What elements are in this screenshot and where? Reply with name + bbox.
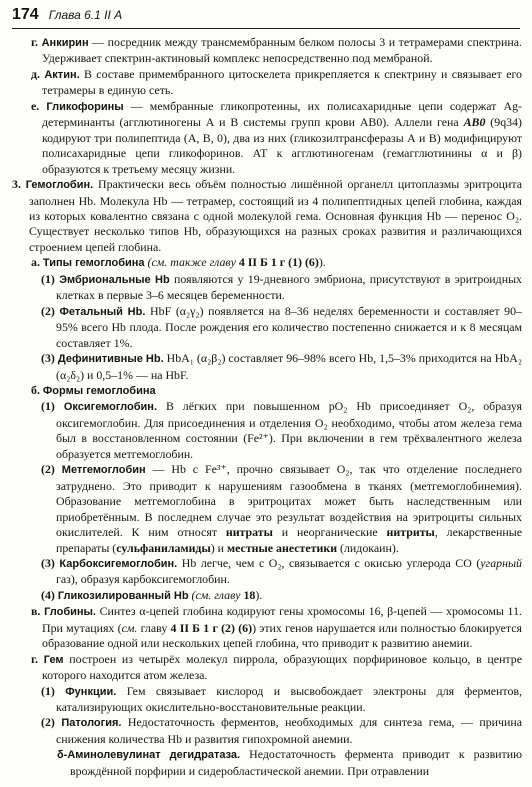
- cross-reference: 4 II Б 1 г (2) (6): [170, 620, 253, 635]
- page-body: [12, 35, 522, 779]
- paragraph-definitive: (3) Дефинитивные Hb. HbA₁ (α₂β₂) составляет 96–98% всего Hb, 1,5–3% приходится на HbA₂ (α₂δ₂) и 0,5–1% — на HbF.: [41, 351, 522, 382]
- paragraph-functions: (1) Функции. Гем связывает кислород и высвобождает электроны для ферментов, катализирующих окислительно-восстановительные реакции.: [41, 683, 522, 715]
- cross-reference: 4 II Б 1 г (1) (6): [238, 255, 319, 270]
- term-heme: Гем: [43, 653, 64, 666]
- chapter-title: Глава 6.1 II А: [48, 8, 123, 22]
- term-embryonic: Эмбриональные Hb: [59, 273, 170, 286]
- term-actin: Актин.: [44, 68, 80, 81]
- term-functions: Функции.: [65, 685, 117, 698]
- paragraph-methb: (2) Метгемоглобин — Hb с Fe³⁺, прочно связывает O₂, так что отделение последнего затруднено. Это приводит к нарушениям газообмена в тканях (метгемоглобинемия). Образование метгемоглобина в эритроцитах может быть наследственным или приобретённым. В последнем случае это результат воздействия на эритроциты сильных окислителей. К ним относят нитраты и неорганические нитриты, лекарственные препараты (сульфаниламиды) и местные анестетики (лидокаин).: [41, 462, 522, 555]
- term-glycated: Гликозилированный Hb: [57, 589, 189, 602]
- term-hb-types: Типы гемоглобина: [42, 257, 145, 270]
- paragraph-carboxyhb: (3) Карбоксигемоглобин. Hb легче, чем с O₂, связывается с окисью углерода CO (угарный газ), образуя карбоксигемоглобин.: [41, 555, 522, 587]
- paragraph-hemoglobin: 3. Гемоглобин. Практически весь объём полностью лишённой органелл цитоплазмы эритроцита заполнен Hb. Молекула Hb — тетрамер, состоящий из 4 полипептидных цепей глобина, каждая из которых ковалентно связана с одной молекулой гема. Основная функция Hb — перенос O₂. Существует несколько типов Hb, образующихся на разных сроках развития и различающихся строением цепей глобина.: [12, 177, 522, 254]
- paragraph-glycophorins: е. Гликофорины — мембранные гликопротеины, их полисахаридные цепи содержат Ag-детерминанты (агглютиногены А и В системы групп крови АВ0). Аллели гена AB0 (9q34) кодируют три полипептида (A, B, 0), два из них (гликозилтрансферазы А и В) модифицируют полисахаридные цепи гликофоринов. АТ к агглютиногенам (гемагглютинины α и β) образуются к третьему месяцу жизни.: [31, 98, 523, 176]
- paragraph-heme: г. Гем построен из четырёх молекул пиррола, образующих порфириновое кольцо, в центре которого находится атом железа.: [31, 651, 522, 683]
- term-hb-forms: Формы гемоглобина: [42, 384, 156, 397]
- paragraph-pathology: (2) Патология. Недостаточность ферментов, необходимых для синтеза гема, — причина снижения количества Hb и развития гипохромной анемии.: [41, 715, 522, 746]
- paragraph-glycated: (4) Гликозилированный Hb (см. главу 18).: [41, 587, 263, 602]
- term-globins: Глобины.: [44, 606, 96, 619]
- term-oxyhb: Оксигемоглобин.: [63, 401, 158, 414]
- paragraph-embryonic: (1) Эмбриональные Hb появляются у 19-дневного эмбриона, присутствуют в эритроидных клетках в первые 3–6 месяцев беременности.: [41, 271, 523, 303]
- paragraph-actin: д. Актин. В составе примембранного цитоскелета прикрепляется к спектрину и связывает его тетрамеры в единую сеть.: [31, 66, 522, 98]
- term-fetal: Фетальный Hb.: [59, 305, 146, 318]
- paragraph-ankyrin: г. Анкирин — посредник между трансмембранным белком полосы 3 и тетрамерами спектрина. Удерживает спектрин-актиновый комплекс непосредственно под мембраной.: [31, 35, 522, 66]
- paragraph-fetal: (2) Фетальный Hb. HbF (α₂γ₂) появляется на 8–36 неделях беременности и составляет 90–95% всего Hb плода. После рождения его количество постепенно снижается и к 8 месяцам составляет 1%.: [41, 303, 522, 350]
- term-glycophorins: Гликофорины: [46, 100, 124, 113]
- cross-reference: 18: [243, 587, 256, 602]
- paragraph-oxyhb: (1) Оксигемоглобин. В лёгких при повышенном pO₂ Hb присоединяет O₂, образуя оксигемоглобин. Для присоединения и отделения O₂ необходимо, чтобы атом железа гема был в восстановленном состоянии (Fe²⁺). При включении в гем трёхвалентного железа образуется метгемоглобин.: [41, 399, 522, 461]
- term-ankyrin: Анкирин: [41, 37, 89, 49]
- paragraph-hb-types: а. Типы гемоглобина (см. также главу 4 II Б 1 г (1) (6)).: [31, 255, 326, 270]
- term-methb: Метгемоглобин: [61, 464, 146, 477]
- term-definitive: Дефинитивные Hb.: [57, 353, 164, 366]
- term-hemoglobin: Гемоглобин.: [25, 179, 94, 192]
- paragraph-hb-forms: б. Формы гемоглобина: [31, 382, 156, 397]
- page-number: 174: [12, 6, 39, 23]
- gene-name: AB0: [463, 115, 486, 130]
- paragraph-globins: в. Глобины. Синтез α-цепей глобина кодируют гены хромосомы 16, β-цепей — хромосомы 11. При мутациях (см. главу 4 II Б 1 г (2) (6)) этих генов нарушается или полностью блокируется образование одной или нескольких цепей глобина, что приводит к развитию анемии.: [31, 604, 522, 651]
- term-pathology: Патология.: [61, 717, 122, 730]
- paragraph-ala-dehydratase: δ-Аминолевулинат дегидратаза. Недостаточность фермента приводит к развитию врождённой порфирии и сидеробластической анемии. При отравлении: [57, 747, 522, 778]
- header-rule: [12, 28, 520, 29]
- running-header: [12, 6, 122, 24]
- term-ala-dehydratase: δ-Аминолевулинат дегидратаза.: [57, 749, 241, 762]
- term-carboxyhb: Карбоксигемоглобин.: [59, 557, 178, 570]
